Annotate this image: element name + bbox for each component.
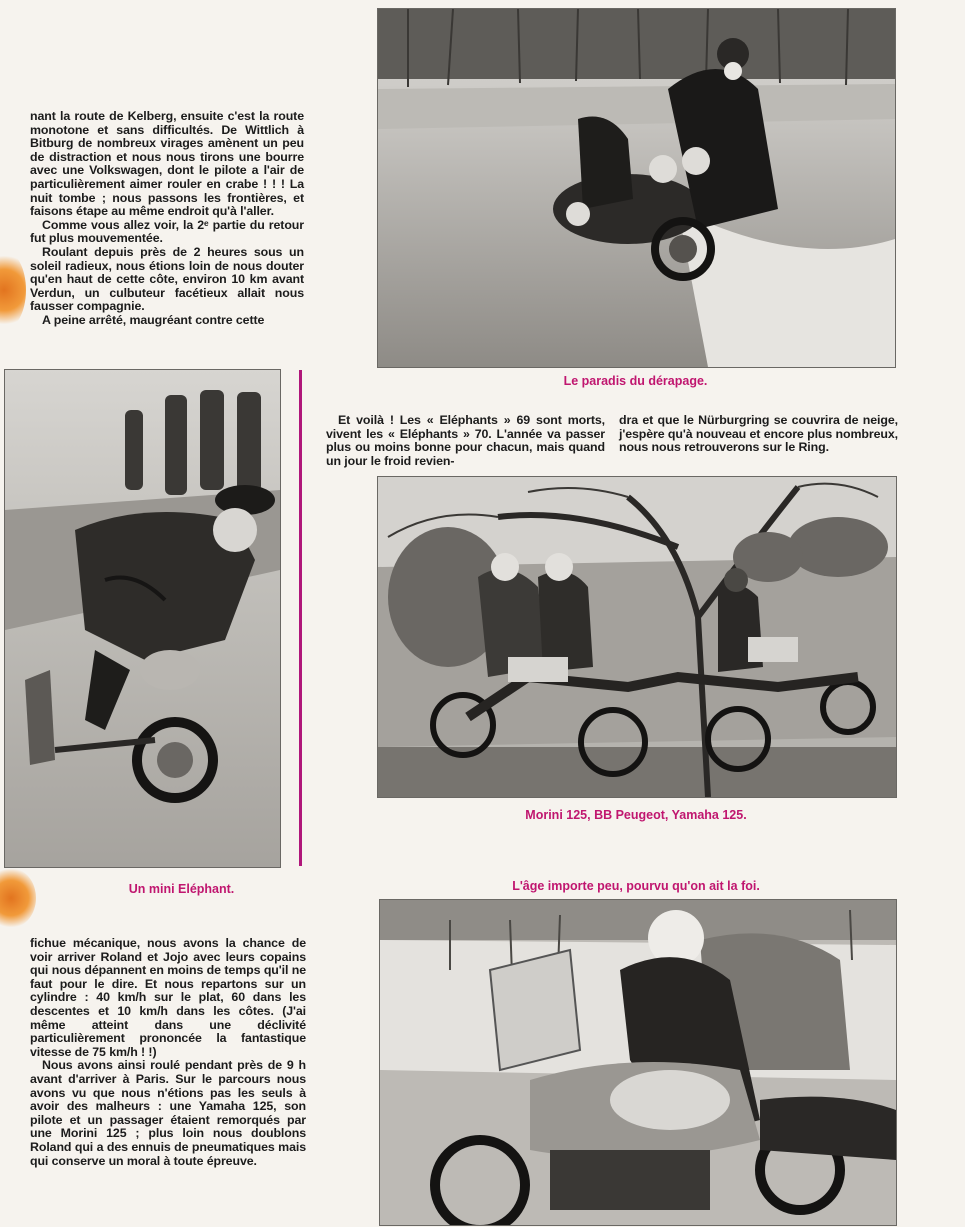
motorcycles-photo <box>377 476 897 798</box>
article-column-bottom <box>30 937 306 1168</box>
article-column-mid <box>326 414 898 468</box>
child-on-motorcycle-photo <box>379 899 897 1226</box>
mini-elephant-photo <box>4 369 281 868</box>
article-column-top <box>30 110 304 328</box>
child-caption: L'âge importe peu, pourvu qu'on ait la foi. <box>512 879 760 893</box>
paper-burn-mark-top <box>0 250 26 330</box>
article-paragraph: Roulant depuis près de 2 heures sous un soleil radieux, nous étions loin de nous douter qu'en haut de cette côte, environ 10 km avant Verdun, un culbuteur facétieux allait nous fausser compagnie. <box>30 244 304 314</box>
sidecar-caption: Le paradis du dérapage. <box>563 374 708 388</box>
article-paragraph: Nous avons ainsi roulé pendant près de 9 h avant d'arriver à Paris. Sur le parcours nous avons vu que nous n'étions pas les seuls à avoir des malheurs : une Yamaha 125, son pilote et un passager étaient remorqués par une Morini 125 ; plus loin nous doublons Roland qui a des ennuis de pneumatiques mais qui conserve un moral à toute épreuve. <box>30 1058 306 1168</box>
article-paragraph: fichue mécanique, nous avons la chance de voir arriver Roland et Jojo avec leurs copains qui nous dépannent en moins de temps qu'il ne faut pour le dire. Et nous repartons sur un cylindre : 40 km/h sur le plat, 60 dans les descentes et 10 km/h dans les côtes. (J'ai même atteint dans une déclivité particulièrement prononcée la fantastique vitesse de 75 km/h ! !) <box>30 936 306 1059</box>
article-paragraph: A peine arrêté, maugréant contre cette <box>42 312 265 327</box>
mini-elephant-caption: Un mini Eléphant. <box>128 882 235 896</box>
motorcycles-caption: Morini 125, BB Peugeot, Yamaha 125. <box>525 808 747 822</box>
article-paragraph: Et voilà ! Les « Eléphants » 69 sont morts, vivent les « Eléphants » 70. L'année va passer plus ou moins bonne pour chacun, mais quand un jour le froid revien- <box>326 413 605 468</box>
column-divider-rule <box>299 370 302 866</box>
sidecar-photo <box>377 8 896 368</box>
article-paragraph: Comme vous allez voir, la 2ᵉ partie du retour fut plus mouvementée. <box>30 217 304 246</box>
article-paragraph: dra et que le Nürburgring se couvrira de neige, j'espère qu'à nouveau et encore plus nombreux, nous nous retrouverons sur le Ring. <box>619 413 898 455</box>
article-paragraph: nant la route de Kelberg, ensuite c'est la route monotone et sans difficultés. De Wittlich à Bitburg de nombreux virages amènent un peu de distraction et nous nous tirons une bourre avec une Volkswagen, dont le pilote a l'air de particulièrement aimer rouler en crabe ! ! ! La nuit tombe ; nous passons les frontières, et faisons étape au même endroit qu'à l'aller. <box>30 109 304 219</box>
paper-burn-mark-bottom <box>0 868 36 928</box>
